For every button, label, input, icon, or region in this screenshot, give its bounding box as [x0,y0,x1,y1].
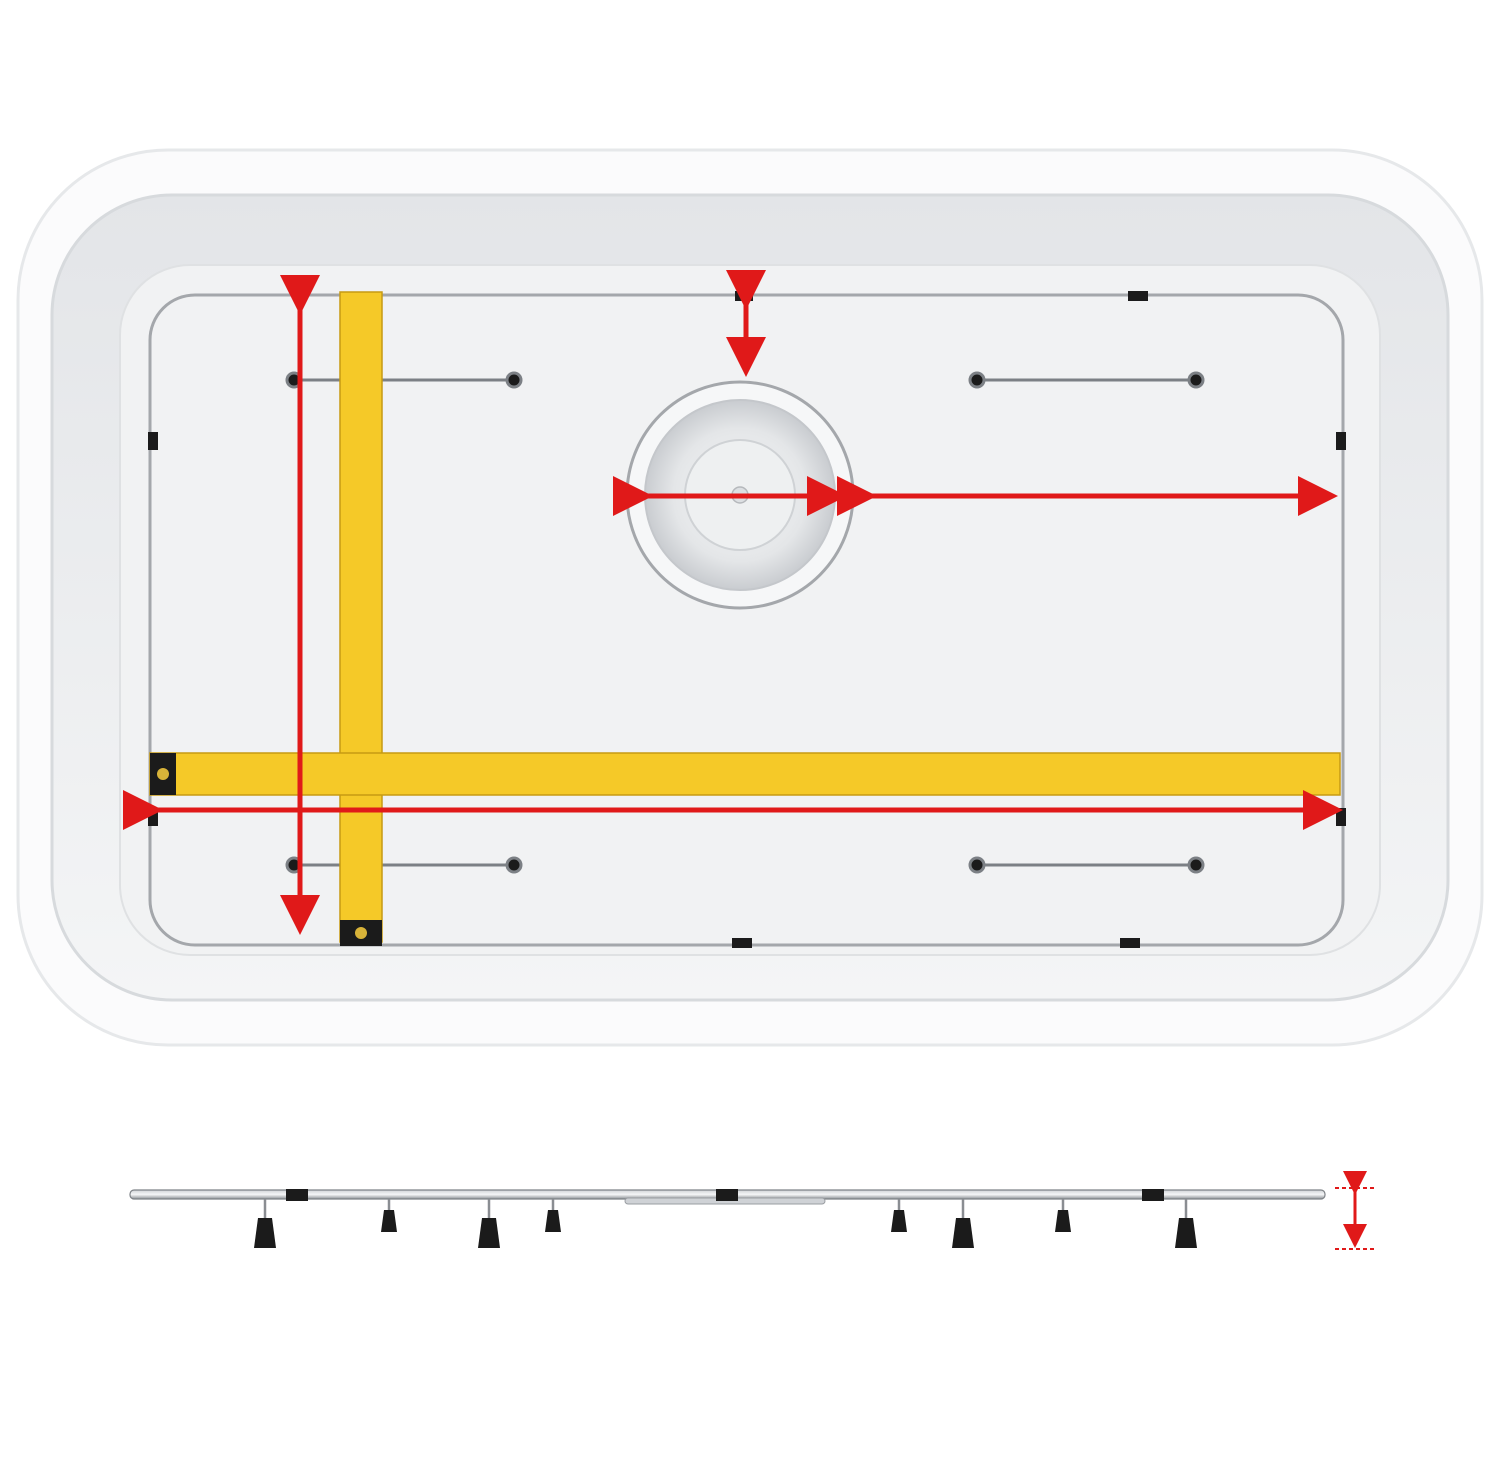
tape-measure-horizontal [150,753,1340,795]
tape-measure-vertical [340,292,382,946]
grid-side-profile [130,1188,1375,1249]
